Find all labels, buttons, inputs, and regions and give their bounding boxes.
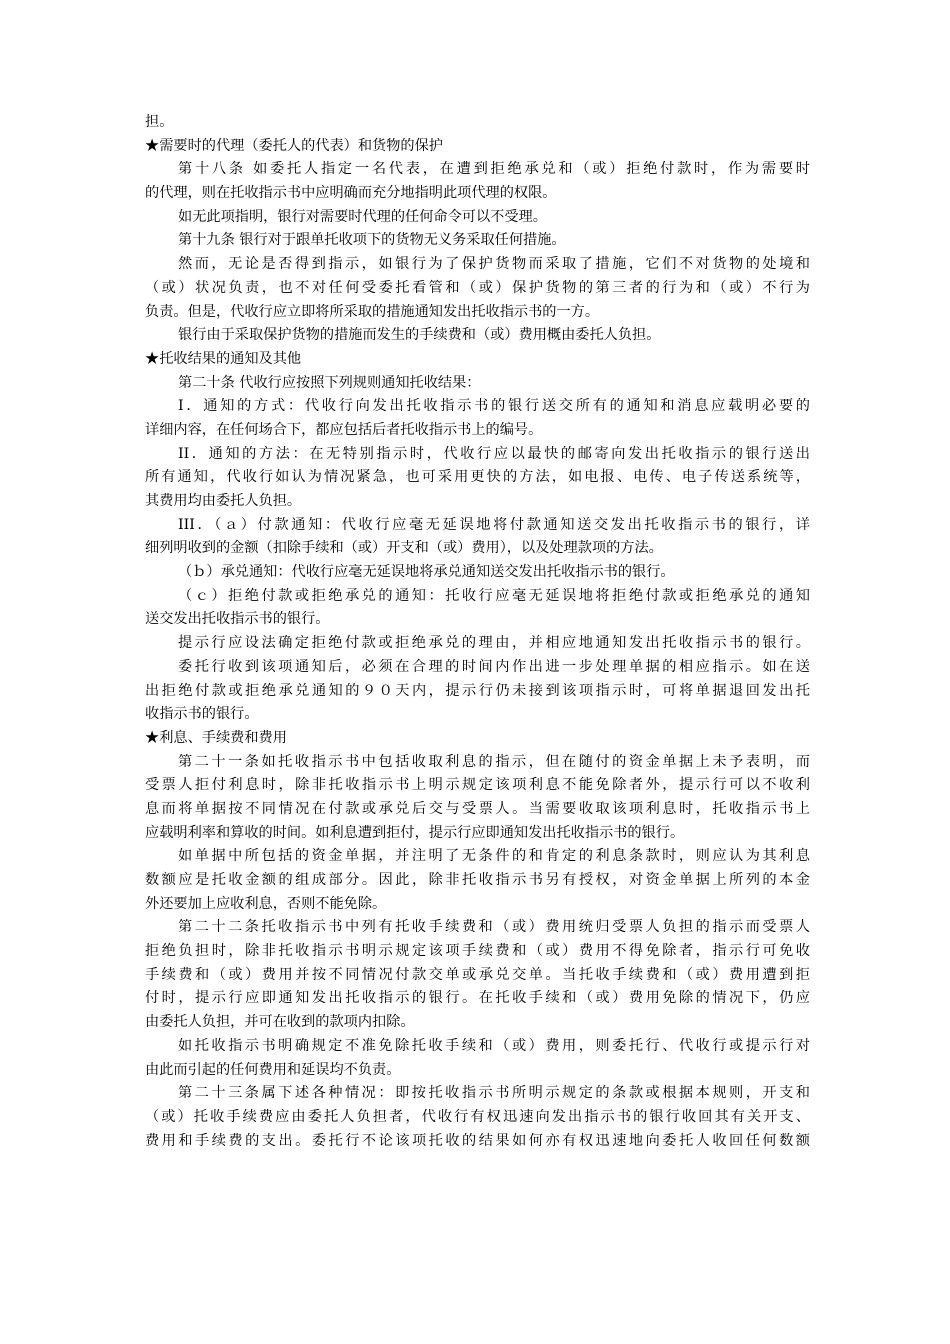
text-line (145, 869, 810, 893)
text-line-content: 委托行收到该项通知后，必须在合理的时间内作出进一步处理单据的相应指示。如在送 (178, 658, 810, 675)
text-line-content: 应载明利率和算收的时间。如利息遭到拒付，提示行应即通知发出托收指示书的银行。 (145, 824, 685, 841)
text-line-content: ★利息、手续费和费用 (145, 729, 287, 746)
text-line-content: 如无此项指明，银行对需要时代理的任何命令可以不受理。 (178, 208, 547, 225)
text-line-content: 送交发出托收指示书的银行。 (145, 611, 330, 628)
text-line (145, 490, 810, 514)
document-body (145, 111, 810, 1153)
text-line-content: 第二十一条如托收指示书中包括收取利息的指示，但在随付的资金单据上未予表明，而 (178, 753, 810, 770)
text-line-content: 第二十三条属下述各种情况：即按托收指示书所明示规定的条款或根据本规则，开支和 (178, 1085, 810, 1102)
text-line (145, 987, 810, 1011)
text-line-content: 数额应是托收金额的组成部分。因此，除非托收指示书另有授权，对资金单据上所列的本金 (145, 872, 810, 888)
text-line (145, 1059, 810, 1083)
text-line (145, 916, 810, 940)
text-line (145, 206, 810, 230)
text-line (145, 1106, 810, 1130)
text-line (145, 1011, 810, 1035)
text-line-content: 担。 (145, 114, 174, 130)
text-line (145, 537, 810, 561)
text-line (145, 253, 810, 277)
text-line-content: 由此而引起的任何费用和延误均不负责。 (145, 1061, 401, 1078)
text-line-content: 详细内容，在任何场合下，都应包括后者托收指示书上的编号。 (145, 421, 543, 438)
text-line (145, 372, 810, 396)
text-line-content: 其费用均由委托人负担。 (145, 493, 302, 509)
text-line (145, 845, 810, 869)
text-line (145, 229, 810, 253)
text-line-content: （ｂ）承兑通知：代收行应毫无延误地将承兑通知送交发出托收指示书的银行。 (178, 564, 675, 581)
text-line (145, 703, 810, 727)
text-line-content: 如单据中所包括的资金单据，并注明了无条件的和肯定的利息条款时，则应认为其利息 (178, 848, 810, 865)
text-line-content: II．通知的方法：在无特别指示时，代收行应以最快的邮寄向发出托收指示的银行送出 (178, 445, 810, 462)
text-line (145, 940, 810, 964)
text-line-content: 第二十二条托收指示书中列有托收手续费和（或）费用统归受票人负担的指示而受票人 (178, 919, 810, 936)
text-line-content: 外还要加上应收利息，否则不能免除。 (145, 895, 387, 912)
text-line (145, 324, 810, 348)
text-line (145, 301, 810, 325)
text-line (145, 1035, 810, 1059)
text-line-content: 如托收指示书明确规定不准免除托收手续和（或）费用，则委托行、代收行或提示行对 (178, 1037, 810, 1054)
text-line-content: III．（ａ）付款通知：代收行应毫无延误地将付款通知送交发出托收指示书的银行，详 (178, 516, 810, 533)
text-line-content: 细列明收到的金额（扣除手续和（或）开支和（或）费用），以及处理款项的方法。 (145, 540, 663, 557)
text-line (145, 466, 810, 490)
text-line (145, 656, 810, 680)
text-line-content: 费用和手续费的支出。委托行不论该项托收的结果如何亦有权迅速地向委托人收回任何数额 (145, 1132, 810, 1149)
text-line (145, 774, 810, 798)
text-line-content: 负责。但是，代收行应立即将所采取的措施通知发出托收指示书的一方。 (145, 303, 600, 320)
text-line-content: 的代理，则在托收指示书中应明确而充分地指明此项代理的权限。 (145, 185, 557, 202)
text-line (145, 277, 810, 301)
text-line (145, 1082, 810, 1106)
text-line (145, 608, 810, 632)
text-line-content: 由委托人负担，并可在收到的款项内扣除。 (145, 1014, 415, 1031)
section-heading (145, 135, 810, 159)
text-line-content: 拒绝负担时，除非托收指示书明示规定该项手续费和（或）费用不得免除者，指示行可免收 (145, 943, 810, 960)
text-line (145, 419, 810, 443)
text-line-content: 提示行应设法确定拒绝付款或拒绝承兑的理由，并相应地通知发出托收指示书的银行。 (178, 635, 810, 652)
text-line (145, 632, 810, 656)
text-line-content: 第二十条 代收行应按照下列规则通知托收结果： (178, 374, 481, 391)
text-line (145, 585, 810, 609)
text-line (145, 822, 810, 846)
text-line (145, 798, 810, 822)
text-line (145, 561, 810, 585)
text-line (145, 1130, 810, 1154)
text-line (145, 514, 810, 538)
text-line-content: 第十八条 如委托人指定一名代表，在遭到拒绝承兑和（或）拒绝付款时，作为需要时 (178, 161, 810, 178)
text-line-content: 出拒绝付款或拒绝承兑通知的９０天内，提示行仍未接到该项指示时，可将单据退回发出托 (145, 682, 810, 699)
text-line-content: 然而，无论是否得到指示，如银行为了保护货物而采取了措施，它们不对货物的处境和 (178, 256, 810, 273)
text-line-content: （ｃ）拒绝付款或拒绝承兑的通知：托收行应毫无延误地将拒绝付款或拒绝承兑的通知 (178, 587, 810, 604)
text-line (145, 111, 810, 135)
text-line-content: （或）状况负责，也不对任何受委托看管和（或）保护货物的第三者的行为和（或）不行为 (145, 279, 810, 296)
text-line-content: 第十九条 银行对于跟单托收项下的货物无义务采取任何措施。 (178, 232, 566, 249)
text-line-content: ★托收结果的通知及其他 (145, 350, 302, 367)
section-heading (145, 348, 810, 372)
text-line (145, 893, 810, 917)
text-line-content: 收指示书的银行。 (145, 706, 259, 723)
text-line (145, 751, 810, 775)
text-line-content: 手续费和（或）费用并按不同情况付款交单或承兑交单。当托收手续费和（或）费用遭到拒 (145, 966, 810, 983)
text-line-content: 息而将单据按不同情况在付款或承兑后交与受票人。当需要收取该项利息时，托收指示书上 (145, 800, 810, 817)
text-line-content: （或）托收手续费应由委托人负担者，代收行有权迅速向发出指示书的银行收回其有关开支、 (145, 1108, 810, 1125)
text-line (145, 395, 810, 419)
text-line (145, 443, 810, 467)
text-line-content: 银行由于采取保护货物的措施而发生的手续费和（或）费用概由委托人负担。 (178, 327, 661, 344)
section-heading (145, 727, 810, 751)
text-line (145, 964, 810, 988)
text-line-content: 付时，提示行应即通知发出托收指示的银行。在托收手续和（或）费用免除的情况下，仍应 (145, 990, 810, 1007)
text-line (145, 182, 810, 206)
text-line (145, 158, 810, 182)
text-line (145, 680, 810, 704)
text-line-content: 所有通知，代收行如认为情况紧急，也可采用更快的方法，如电报、电传、电子传送系统等， (145, 469, 810, 486)
text-line-content: ★需要时的代理（委托人的代表）和货物的保护 (145, 137, 443, 154)
text-line-content: 受票人拒付利息时，除非托收指示书上明示规定该项利息不能免除者外，提示行可以不收利 (145, 777, 810, 794)
text-line-content: I．通知的方式：代收行向发出托收指示书的银行送交所有的通知和消息应载明必要的 (178, 398, 810, 415)
